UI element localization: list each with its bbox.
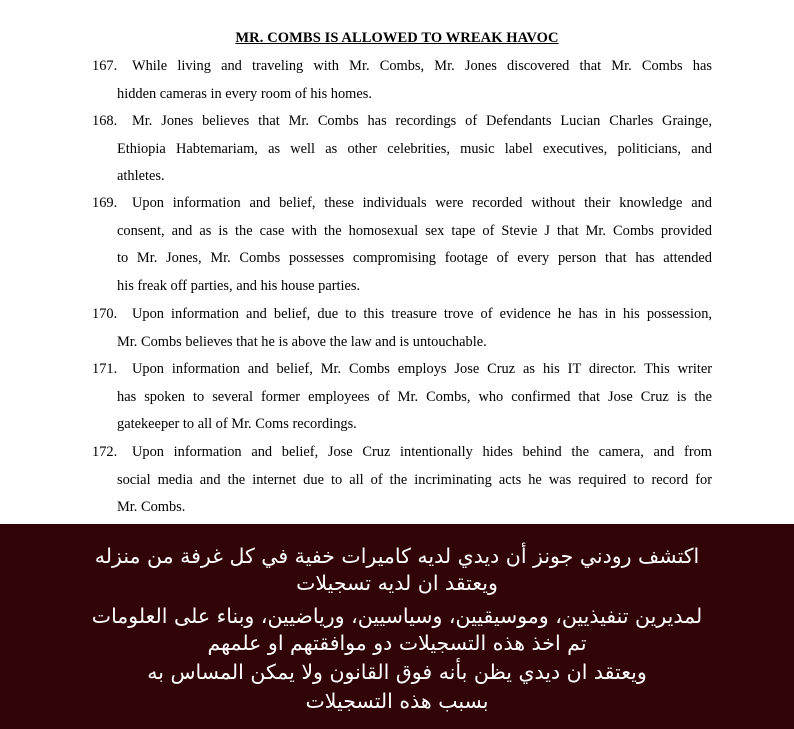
paragraph-line: consent, and as is the case with the homosexual sex tape of Stevie J that Mr. Combs provided	[117, 222, 712, 239]
paragraph-167	[92, 53, 712, 108]
paragraph-number: 171.	[92, 361, 118, 377]
paragraph-169	[92, 190, 712, 301]
paragraph-172	[92, 439, 712, 522]
caption-line: ويعتقد ان ديدي يظن بأنه فوق القانون ولا يمكن المساس به	[147, 660, 647, 684]
paragraph-number: 167.	[92, 58, 118, 74]
paragraph-number: 169.	[92, 195, 118, 211]
arabic-caption-overlay	[0, 524, 794, 729]
paragraph-line: has spoken to several former employees of Mr. Combs, who confirmed that Jose Cruz is the	[117, 388, 712, 405]
caption-line: ويعتقد ان لديه تسجيلات	[296, 571, 498, 595]
paragraph-number: 172.	[92, 444, 118, 460]
paragraph-number: 168.	[92, 113, 118, 129]
paragraph-line: 168. Mr. Jones believes that Mr. Combs has recordings of Defendants Lucian Charles Grainge,	[92, 108, 712, 136]
paragraph-line: hidden cameras in every room of his homes.	[117, 85, 372, 102]
paragraph-168	[92, 108, 712, 191]
paragraph-170	[92, 301, 712, 356]
caption-line: اكتشف رودني جونز أن ديدي لديه كاميرات خفية في كل غرفة من منزله	[94, 544, 700, 568]
paragraph-171	[92, 356, 712, 439]
paragraph-line: gatekeeper to all of Mr. Coms recordings.	[117, 416, 357, 433]
paragraph-line: athletes.	[117, 168, 165, 185]
section-heading: MR. COMBS IS ALLOWED TO WREAK HAVOC	[235, 30, 559, 46]
caption-line: تم اخذ هذه التسجيلات دو موافقتهم او علمهم	[207, 631, 587, 655]
paragraph-line: social media and the internet due to all of the incriminating acts he was required to record for	[117, 471, 712, 488]
paragraph-line: 172. Upon information and belief, Jose Cruz intentionally hides behind the camera, and from	[92, 439, 712, 467]
paragraph-line: to Mr. Jones, Mr. Combs possesses compromising footage of every person that has attended	[117, 250, 712, 267]
caption-line: لمديرين تنفيذيين، وموسيقيين، وسياسيين، ورياضيين، وبناء على العلومات	[91, 604, 703, 628]
paragraph-number: 170.	[92, 306, 118, 322]
paragraph-line: Ethiopia Habtemariam, as well as other celebrities, music label executives, politicians, and	[117, 140, 712, 157]
paragraph-line: 171. Upon information and belief, Mr. Combs employs Jose Cruz as his IT director. This writer	[92, 356, 712, 384]
paragraph-line: 167. While living and traveling with Mr. Combs, Mr. Jones discovered that Mr. Combs has	[92, 53, 712, 81]
caption-line: بسبب هذه التسجيلات	[305, 689, 489, 713]
paragraph-line: Mr. Combs.	[117, 499, 186, 516]
paragraph-line: 169. Upon information and belief, these individuals were recorded without their knowledge and	[92, 190, 712, 218]
paragraph-line: Mr. Combs believes that he is above the law and is untouchable.	[117, 333, 487, 350]
paragraph-line: his freak off parties, and his house parties.	[117, 278, 361, 295]
paragraph-line: 170. Upon information and belief, due to this treasure trove of evidence he has in his possession,	[92, 301, 712, 329]
